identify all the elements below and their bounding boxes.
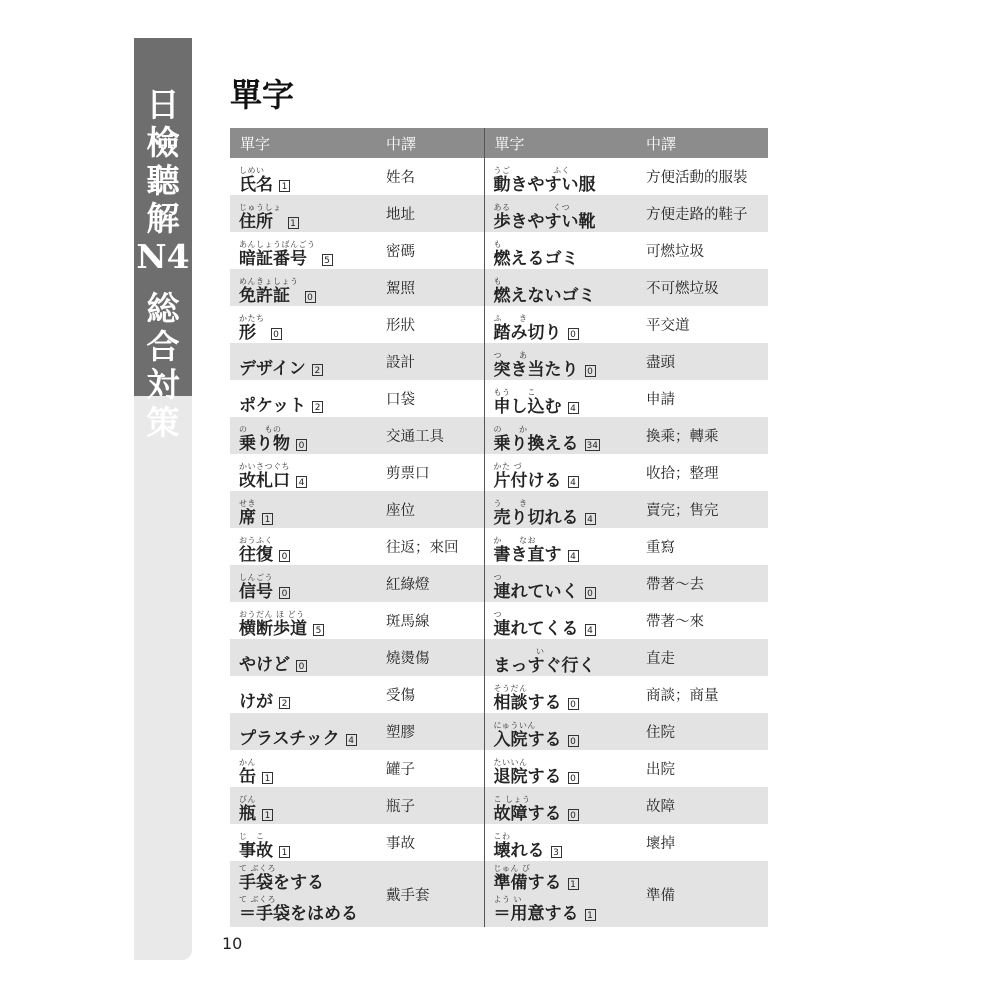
meaning-cell: 方便活動的服裝 xyxy=(646,170,748,186)
word-cell xyxy=(230,491,376,528)
word-cell xyxy=(230,639,376,676)
meaning-cell: 瓶子 xyxy=(376,787,484,824)
furigana: ふ き xyxy=(493,314,528,323)
word-cell xyxy=(230,269,376,306)
furigana: こわ xyxy=(493,832,511,841)
table-row xyxy=(230,824,768,861)
furigana: も xyxy=(493,277,502,286)
furigana: しんごう xyxy=(239,573,273,582)
word: 改札口 xyxy=(239,471,290,491)
meaning-cell: 事故 xyxy=(386,836,415,852)
meaning-cell: 平交道 xyxy=(646,318,690,334)
meaning-cell: 申請 xyxy=(646,392,675,408)
accent-badge: 1 xyxy=(262,809,273,821)
word-cell xyxy=(484,158,636,195)
word: 事故 xyxy=(239,841,273,861)
table-row xyxy=(230,565,768,602)
table-row xyxy=(230,713,768,750)
word-cell xyxy=(230,232,376,269)
page-title: 單字 xyxy=(230,76,295,114)
furigana: か なお xyxy=(493,536,536,545)
word: 動きやすい服 xyxy=(493,175,596,195)
furigana: う き xyxy=(493,499,528,508)
word-cell xyxy=(484,639,636,676)
accent-badge: 3 xyxy=(551,846,562,858)
furigana: の もの xyxy=(239,425,282,434)
word: 準備する xyxy=(493,873,562,893)
meaning-cell: 罐子 xyxy=(386,762,415,778)
word-cell xyxy=(484,306,636,343)
word: 退院する xyxy=(493,767,562,787)
side-title xyxy=(134,86,192,442)
meaning-cell: 住院 xyxy=(636,713,768,750)
side-title-char: 聽 xyxy=(146,161,180,200)
side-title-char: 総 xyxy=(146,289,180,328)
furigana: そうだん xyxy=(493,684,528,693)
meaning-cell: 紅綠燈 xyxy=(376,565,484,602)
table-row xyxy=(230,676,768,713)
word: 缶 xyxy=(239,767,256,787)
word: 相談する xyxy=(493,693,562,713)
meaning-cell: 出院 xyxy=(646,762,675,778)
word: 故障する xyxy=(493,804,562,824)
accent-badge: 2 xyxy=(279,697,290,709)
word-cell xyxy=(484,232,636,269)
accent-badge: 0 xyxy=(296,439,307,451)
meaning-cell: 不可燃垃圾 xyxy=(636,269,768,306)
furigana: めんきょしょう xyxy=(239,277,299,286)
meaning-cell: 盡頭 xyxy=(636,343,768,380)
meaning-cell: 壞掉 xyxy=(646,836,675,852)
meaning-cell: 駕照 xyxy=(376,269,484,306)
accent-badge: 5 xyxy=(322,254,333,266)
accent-badge: 0 xyxy=(279,550,290,562)
word-cell xyxy=(230,750,376,787)
word: 連れてくる xyxy=(493,619,579,639)
word: 踏み切り xyxy=(493,323,562,343)
accent-badge: 0 xyxy=(568,772,579,784)
furigana: もう こ xyxy=(493,388,536,397)
accent-badge: 1 xyxy=(568,878,579,890)
accent-badge: 1 xyxy=(585,909,596,921)
header-meaning-right: 中譯 xyxy=(636,128,768,158)
meaning-cell: 往返；來回 xyxy=(386,540,459,556)
furigana: つ xyxy=(493,610,502,619)
table-row xyxy=(230,750,768,787)
word: 往復 xyxy=(239,545,273,565)
word: プラスチック xyxy=(239,729,340,749)
furigana: うご ふく xyxy=(493,166,570,175)
meaning-cell: 交通工具 xyxy=(376,417,484,454)
accent-badge: 4 xyxy=(568,476,579,488)
furigana: じゅうしょ xyxy=(239,203,282,212)
meaning-cell: 設計 xyxy=(376,343,484,380)
meaning-cell: 故障 xyxy=(636,787,768,824)
word: 壊れる xyxy=(493,841,545,861)
table-row xyxy=(230,528,768,565)
furigana: かたち xyxy=(239,314,265,323)
word: 歩きやすい靴 xyxy=(493,212,596,232)
page-number: 10 xyxy=(222,934,243,953)
word-cell xyxy=(230,380,376,417)
furigana: たいいん xyxy=(493,758,528,767)
word: 申し込む xyxy=(493,397,562,417)
word-cell xyxy=(484,713,636,750)
meaning-cell: 商談；商量 xyxy=(646,688,719,704)
furigana: かいさつぐち xyxy=(239,462,290,471)
word-cell xyxy=(484,417,636,454)
word: 手袋をする xyxy=(239,873,324,893)
side-title-char: 解 xyxy=(146,199,180,238)
table-row xyxy=(230,417,768,454)
meaning-cell: 重寫 xyxy=(646,540,675,556)
word-cell xyxy=(230,158,376,195)
word-cell xyxy=(484,861,636,927)
meaning-cell: 密碼 xyxy=(386,244,415,260)
word-cell xyxy=(230,824,376,861)
word-cell xyxy=(484,491,636,528)
accent-badge: 0 xyxy=(279,587,290,599)
furigana: せき xyxy=(239,499,256,508)
furigana: い xyxy=(493,647,545,656)
accent-badge: 1 xyxy=(262,772,273,784)
meaning-cell: 賣完；售完 xyxy=(636,491,768,528)
accent-badge: 4 xyxy=(568,402,579,414)
table-row xyxy=(230,861,768,927)
word-cell xyxy=(484,565,636,602)
word: ＝手袋をはめる xyxy=(239,904,358,924)
meaning-cell: 帶著～去 xyxy=(636,565,768,602)
table-header-row xyxy=(230,128,768,158)
side-title-char: 檢 xyxy=(146,123,180,162)
meaning-cell: 受傷 xyxy=(386,688,415,704)
word: ポケット xyxy=(239,396,307,416)
word: 免許証 xyxy=(239,286,290,306)
accent-badge: 4 xyxy=(585,513,596,525)
accent-badge: 0 xyxy=(585,587,596,599)
furigana: て ぶくろ xyxy=(239,895,277,904)
word-cell xyxy=(484,195,636,232)
meaning-cell: 座位 xyxy=(376,491,484,528)
accent-badge: 34 xyxy=(586,441,598,451)
furigana: の か xyxy=(493,425,528,434)
accent-badge: 2 xyxy=(312,401,323,413)
meaning-cell: 方便走路的鞋子 xyxy=(636,195,768,232)
table-row xyxy=(230,454,768,491)
table-row xyxy=(230,158,768,195)
word: やけど xyxy=(239,655,290,675)
meaning-cell: 口袋 xyxy=(386,392,415,408)
word-cell xyxy=(230,861,376,927)
word-cell xyxy=(230,676,376,713)
word-cell xyxy=(484,787,636,824)
furigana: よう い xyxy=(493,895,523,904)
word-cell xyxy=(230,565,376,602)
accent-badge: 1 xyxy=(279,180,290,192)
furigana: しめい xyxy=(239,166,265,175)
furigana: じ こ xyxy=(239,832,265,841)
table-row xyxy=(230,602,768,639)
word: 片付ける xyxy=(493,471,562,491)
meaning-cell: 地址 xyxy=(376,195,484,232)
meaning-cell: 帶著～來 xyxy=(646,614,704,630)
furigana: つ あ xyxy=(493,351,528,360)
accent-badge: 0 xyxy=(296,660,307,672)
header-word-left: 單字 xyxy=(230,128,376,158)
accent-badge: 0 xyxy=(271,328,282,340)
accent-badge: 0 xyxy=(305,291,316,303)
word-cell xyxy=(484,528,636,565)
furigana: こ しょう xyxy=(493,795,531,804)
word: 燃えるゴミ xyxy=(493,249,579,269)
table-row xyxy=(230,491,768,528)
meaning-cell: 塑膠 xyxy=(376,713,484,750)
furigana: じゅん び xyxy=(493,864,531,873)
side-title-char: 合 xyxy=(146,327,180,366)
word: 住所 xyxy=(239,212,273,232)
word: 乗り物 xyxy=(239,434,290,454)
word: 売り切れる xyxy=(493,508,579,528)
accent-badge: 1 xyxy=(288,217,299,229)
word-cell xyxy=(484,343,636,380)
accent-badge: 4 xyxy=(346,734,357,746)
furigana: かた づ xyxy=(493,462,523,471)
furigana: つ xyxy=(493,573,502,582)
word: 暗証番号 xyxy=(239,249,307,269)
meaning-cell: 可燃垃圾 xyxy=(646,244,704,260)
furigana: も xyxy=(493,240,502,249)
accent-badge: 0 xyxy=(568,735,579,747)
accent-badge: 5 xyxy=(313,624,324,636)
accent-badge: 4 xyxy=(585,624,596,636)
furigana: て ぶくろ xyxy=(239,864,277,873)
vocabulary-table xyxy=(230,128,768,927)
word-cell xyxy=(230,195,376,232)
word-cell xyxy=(484,824,636,861)
meaning-cell: 燒燙傷 xyxy=(376,639,484,676)
word-cell xyxy=(484,269,636,306)
word-cell xyxy=(484,602,636,639)
furigana: びん xyxy=(239,795,256,804)
word-cell xyxy=(230,528,376,565)
word-cell xyxy=(230,417,376,454)
meaning-cell: 戴手套 xyxy=(376,861,484,927)
furigana: おうふく xyxy=(239,536,273,545)
accent-badge: 0 xyxy=(568,328,579,340)
word: 連れていく xyxy=(493,582,579,602)
word: 突き当たり xyxy=(493,360,579,380)
word-cell xyxy=(230,454,376,491)
side-title-char: 対 xyxy=(146,365,180,404)
word-cell xyxy=(230,602,376,639)
word-cell xyxy=(484,676,636,713)
word: ＝用意する xyxy=(493,904,579,924)
word: 形 xyxy=(239,323,256,343)
meaning-cell: 形狀 xyxy=(386,318,415,334)
table-row xyxy=(230,639,768,676)
accent-badge: 2 xyxy=(312,364,323,376)
meaning-cell: 姓名 xyxy=(386,170,415,186)
header-word-right: 單字 xyxy=(484,128,636,158)
word: 信号 xyxy=(239,582,273,602)
accent-badge: 4 xyxy=(296,476,307,488)
table-row xyxy=(230,306,768,343)
word: 横断歩道 xyxy=(239,619,307,639)
word: 氏名 xyxy=(239,175,273,195)
meaning-cell: 直走 xyxy=(636,639,768,676)
word-cell xyxy=(484,380,636,417)
word: 書き直す xyxy=(493,545,562,565)
word: 瓶 xyxy=(239,804,256,824)
accent-badge: 1 xyxy=(262,513,273,525)
word: デザイン xyxy=(239,359,306,379)
meaning-cell: 收拾；整理 xyxy=(646,466,719,482)
table-row xyxy=(230,787,768,824)
side-title-char: N4 xyxy=(136,237,190,276)
side-title-char: 日 xyxy=(146,85,180,124)
word-cell xyxy=(230,343,376,380)
table-body xyxy=(230,158,768,927)
furigana: あんしょうばんごう xyxy=(239,240,316,249)
word: 席 xyxy=(239,508,256,528)
word: けが xyxy=(239,692,273,712)
word-cell xyxy=(230,306,376,343)
furigana: かん xyxy=(239,758,256,767)
side-title-char: 策 xyxy=(146,403,180,442)
accent-badge: 1 xyxy=(279,846,290,858)
furigana: にゅういん xyxy=(493,721,536,730)
word-cell xyxy=(484,750,636,787)
accent-badge: 0 xyxy=(585,365,596,377)
header-meaning-left: 中譯 xyxy=(376,128,484,158)
word: 入院する xyxy=(493,730,562,750)
word-cell xyxy=(484,454,636,491)
word-cell xyxy=(230,713,376,750)
meaning-cell: 準備 xyxy=(636,861,768,927)
word-cell xyxy=(230,787,376,824)
table-row xyxy=(230,269,768,306)
meaning-cell: 斑馬線 xyxy=(386,614,430,630)
table-row xyxy=(230,380,768,417)
accent-badge: 0 xyxy=(568,698,579,710)
word: 乗り換える xyxy=(493,434,579,454)
word: まっすぐ行く xyxy=(493,656,596,676)
furigana: ある くつ xyxy=(493,203,570,212)
meaning-cell: 換乘；轉乘 xyxy=(636,417,768,454)
meaning-cell: 剪票口 xyxy=(386,466,430,482)
accent-badge: 0 xyxy=(568,809,579,821)
table-row xyxy=(230,232,768,269)
accent-badge: 4 xyxy=(568,550,579,562)
word: 燃えないゴミ xyxy=(493,286,596,306)
furigana: おうだん ほ どう xyxy=(239,610,305,619)
table-row xyxy=(230,343,768,380)
table-row xyxy=(230,195,768,232)
